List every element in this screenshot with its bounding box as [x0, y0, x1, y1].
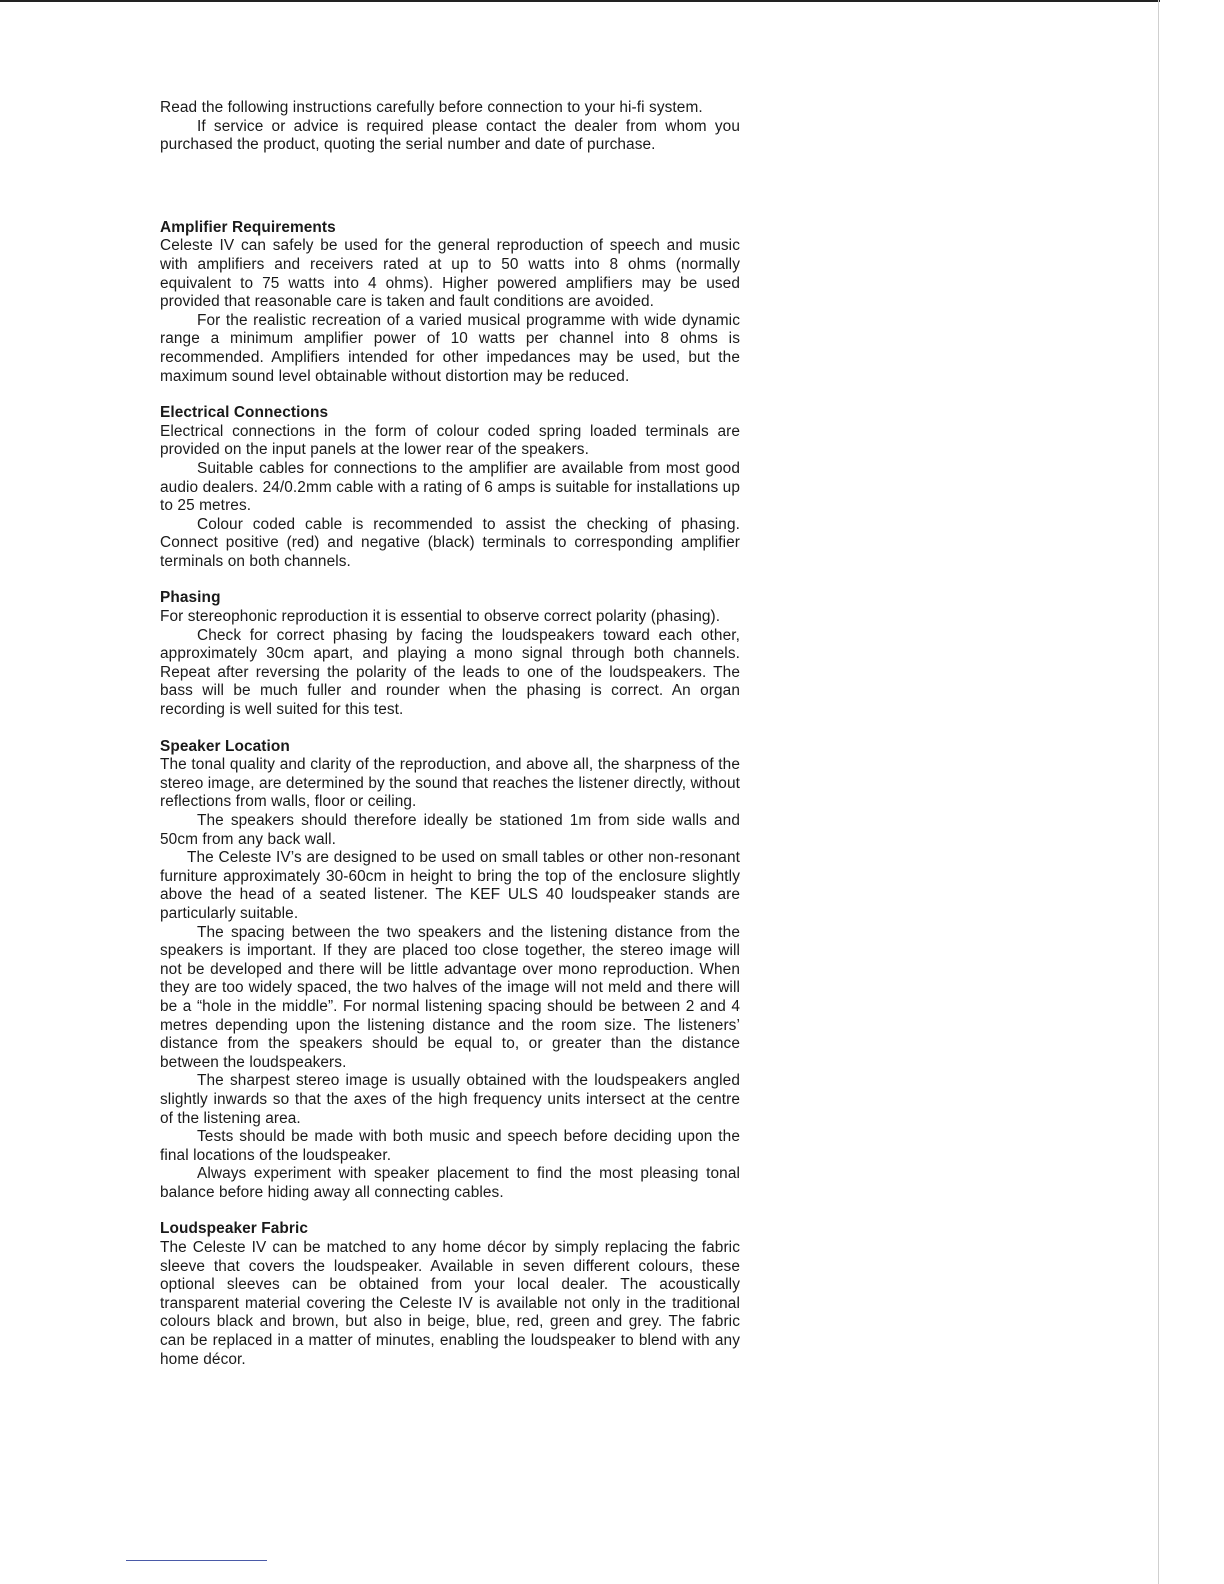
section-amplifier-requirements [160, 219, 740, 386]
paragraph: The speakers should therefore ideally be stationed 1m from side walls and 50cm from any back wall. [160, 812, 740, 848]
section-electrical-connections [160, 404, 740, 571]
paragraph: For the realistic recreation of a varied musical programme with wide dynamic range a minimum amplifier power of 10 watts per channel into 8 ohms is recommended. Amplifiers intended for other impedances may be used, but the maximum sound level obtainable without distortion may be reduced. [160, 311, 740, 385]
section-heading: Electrical Connections [160, 404, 329, 422]
section-speaker-location [160, 738, 740, 1203]
section-heading: Amplifier Requirements [160, 218, 336, 236]
paragraph: Electrical connections in the form of colour coded spring loaded terminals are provided on the input panels at the lower rear of the speakers. [160, 422, 740, 459]
section-heading: Speaker Location [160, 737, 290, 755]
paragraph: The sharpest stereo image is usually obtained with the loudspeakers angled slightly inwards so that the axes of the high frequency units intersect at the centre of the listening area. [160, 1072, 740, 1127]
paragraph: Celeste IV can safely be used for the general reproduction of speech and music with amplifiers and receivers rated at up to 50 watts into 8 ohms (normally equivalent to 75 watts into 4 ohms). Higher powered amplifiers may be used provided that reasonable care is taken and fault conditions are avoided. [160, 237, 740, 311]
paragraph: Suitable cables for connections to the amplifier are available from most good audio dealers. 24/0.2mm cable with a rating of 6 amps is suitable for installations up to 25 metres. [160, 459, 740, 515]
paragraph: Check for correct phasing by facing the loudspeakers toward each other, approximately 30cm apart, and playing a mono signal through both channels. Repeat after reversing the polarity of the leads to one of the loudspeakers. The bass will be much fuller and rounder when the phasing is correct. An organ recording is well suited for this test. [160, 626, 740, 719]
section-heading: Phasing [160, 589, 221, 607]
paragraph: The Celeste IV’s are designed to be used on small tables or other non-resonant furniture approximately 30-60cm in height to bring the top of the enclosure slightly above the head of a seated listener. The KEF ULS 40 loudspeaker stands are particularly suitable. [160, 849, 740, 922]
section-phasing [160, 589, 740, 719]
top-rule [0, 0, 1160, 2]
section-loudspeaker-fabric [160, 1220, 740, 1369]
page-edge [1158, 0, 1159, 1584]
intro-paragraph: If service or advice is required please contact the dealer from whom you purchased the product, quoting the serial number and date of purchase. [160, 117, 740, 154]
manual-page [160, 99, 740, 1369]
paragraph: Colour coded cable is recommended to assist the checking of phasing. Connect positive (red) and negative (black) terminals to corresponding amplifier terminals on both channels. [160, 515, 740, 570]
paragraph: The spacing between the two speakers and the listening distance from the speakers is important. If they are placed too close together, the stereo image will not be developed and there will be little advantage over mono reproduction. When they are too widely spaced, the two halves of the image will not meld and there will be a “hole in the middle”. For normal listening spacing should be between 2 and 4 metres depending upon the listening distance and the room size. The listeners’ distance from the speakers should be equal to, or greater than the distance between the loudspeakers. [160, 923, 740, 1071]
paragraph: The Celeste IV can be matched to any home décor by simply replacing the fabric sleeve that covers the loudspeaker. Available in seven different colours, these optional sleeves can be obtained from your local dealer. The acoustically transparent material covering the Celeste IV is available not only in the traditional colours black and brown, but also in beige, blue, red, green and grey. The fabric can be replaced in a matter of minutes, enabling the loudspeaker to blend with any home décor. [160, 1239, 740, 1368]
intro-paragraph: Read the following instructions carefully before connection to your hi-fi system. [160, 99, 703, 116]
paragraph: For stereophonic reproduction it is essential to observe correct polarity (phasing). [160, 608, 721, 626]
footnote-rule [126, 1560, 267, 1561]
section-heading: Loudspeaker Fabric [160, 1220, 309, 1238]
paragraph: Tests should be made with both music and speech before deciding upon the final locations of the loudspeaker. [160, 1128, 740, 1164]
paragraph: The tonal quality and clarity of the reproduction, and above all, the sharpness of the stereo image, are determined by the sound that reaches the listener directly, without reflections from walls, floor or ceiling. [160, 756, 740, 811]
paragraph: Always experiment with speaker placement to find the most pleasing tonal balance before hiding away all connecting cables. [160, 1165, 740, 1201]
